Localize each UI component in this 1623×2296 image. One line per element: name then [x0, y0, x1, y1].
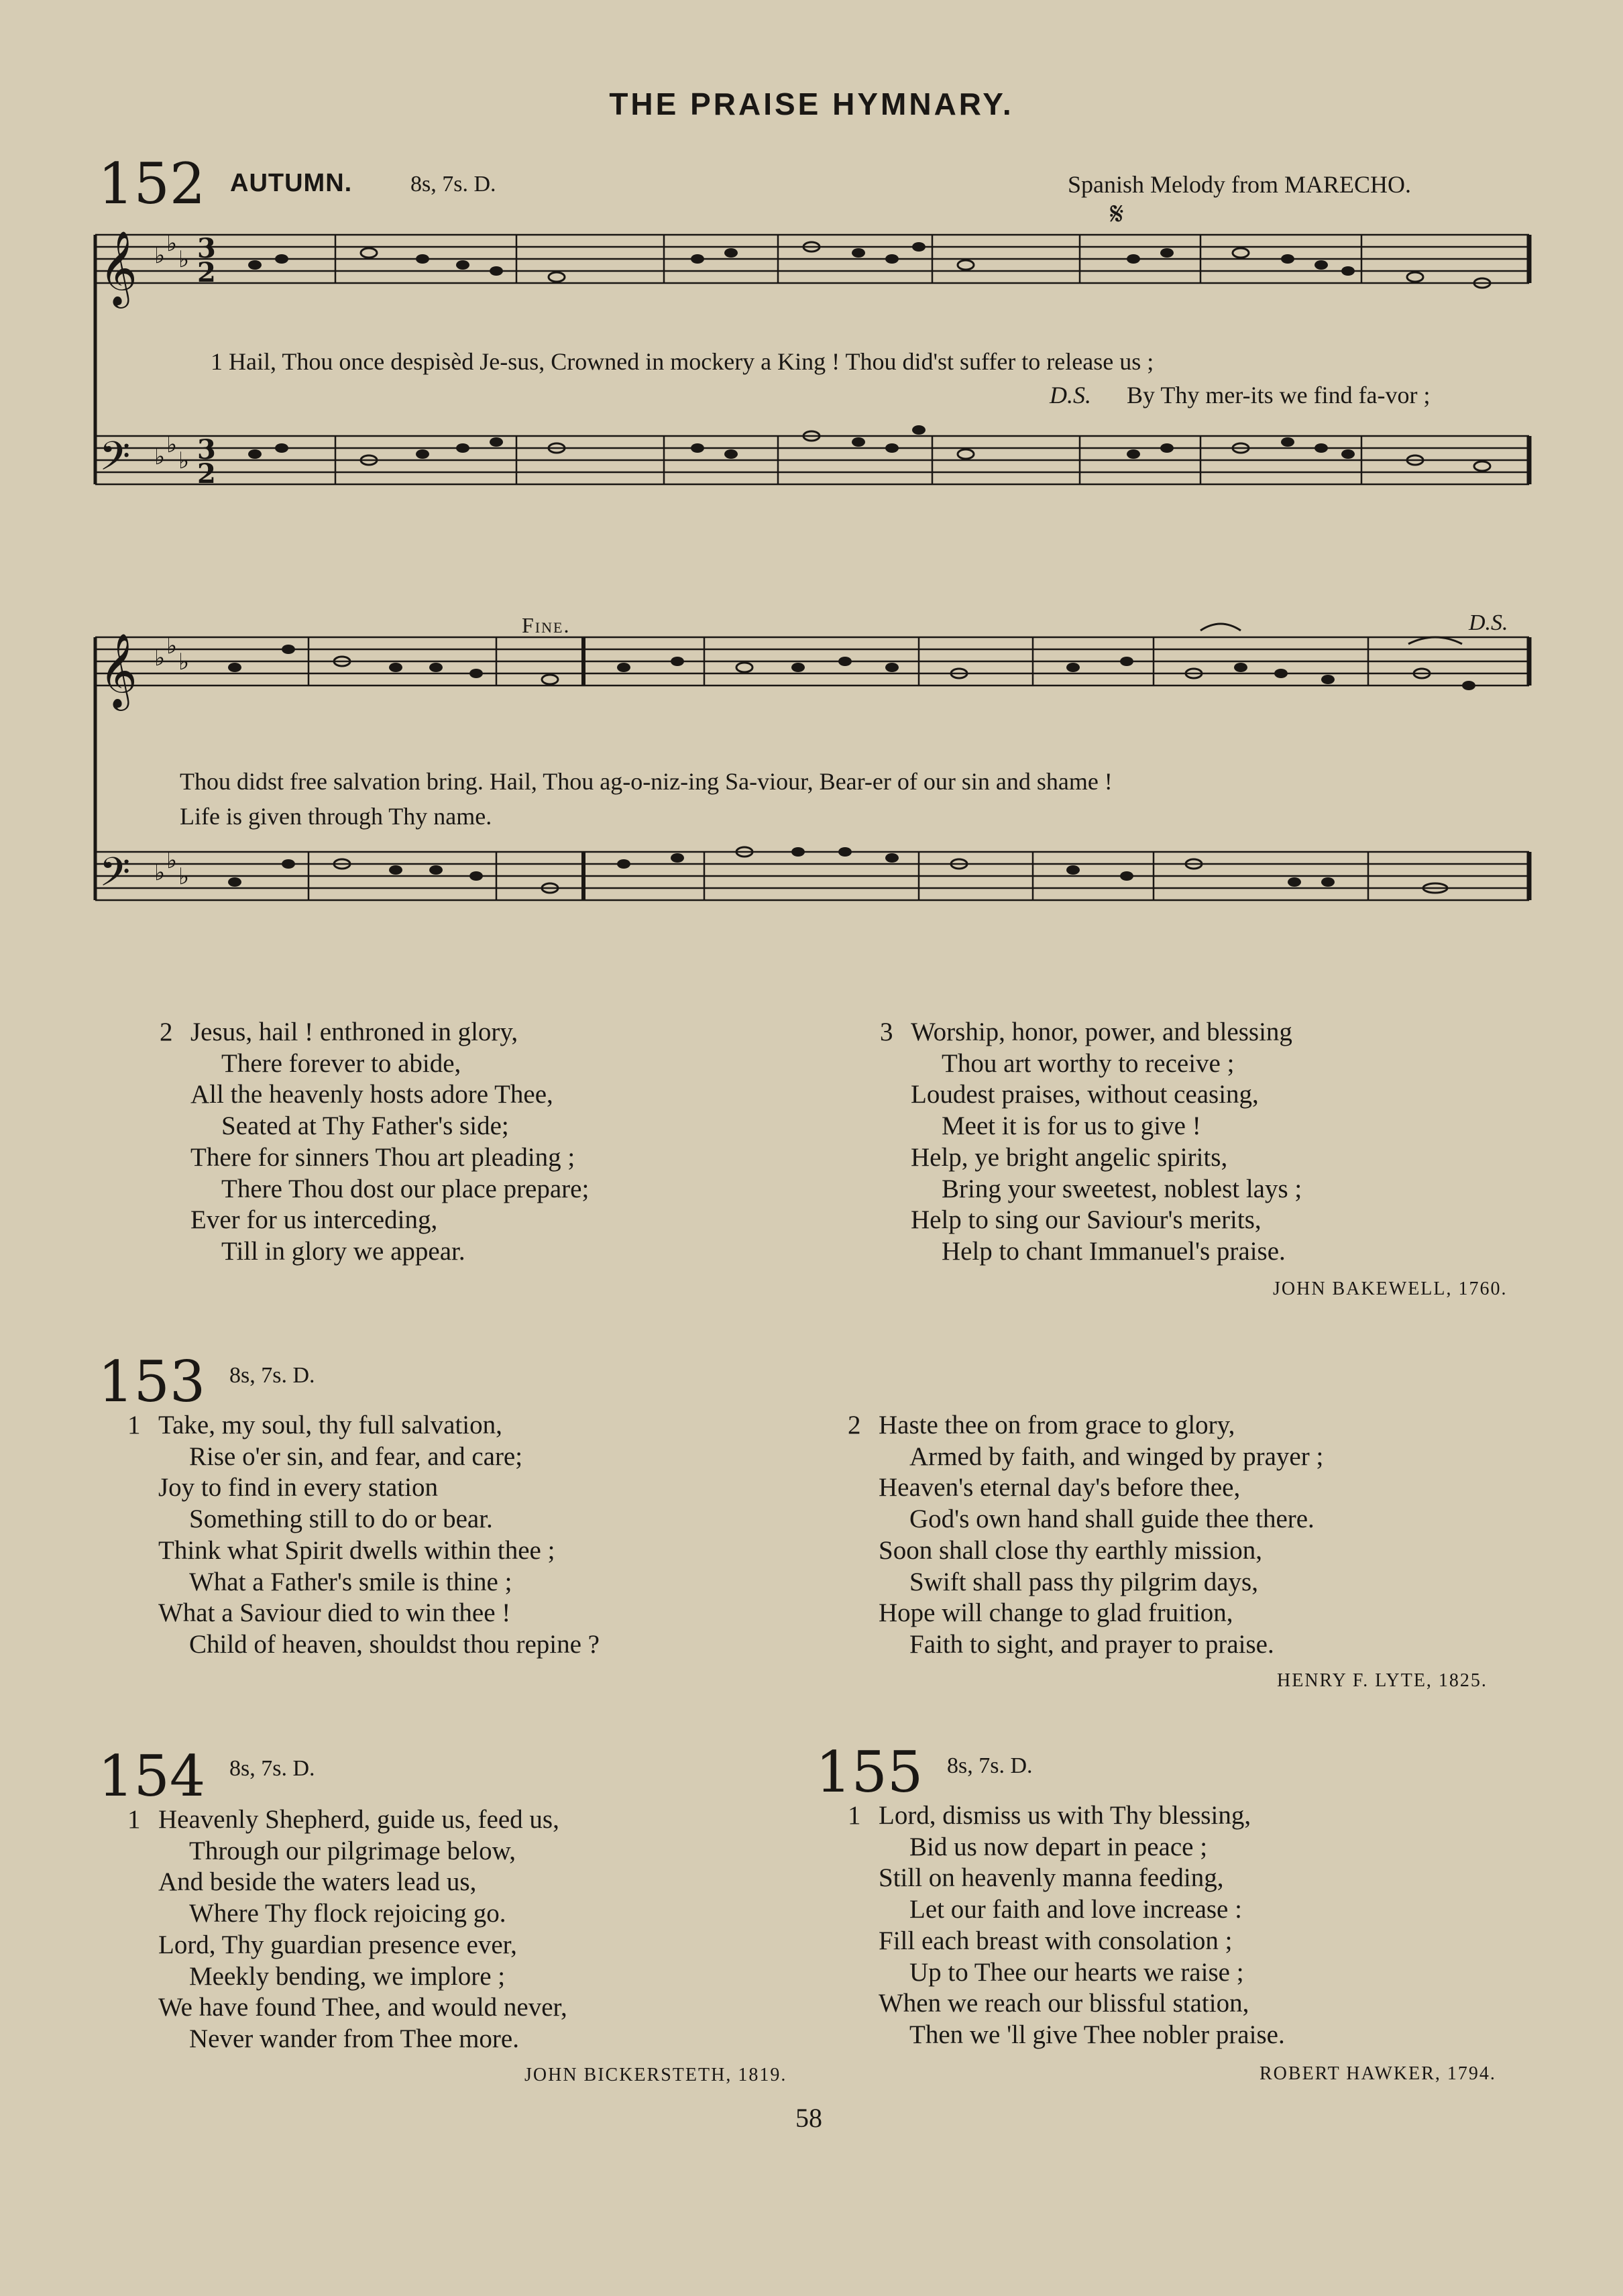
verse-line: Heavenly Shepherd, guide us, feed us,: [158, 1805, 559, 1834]
page-number: 58: [795, 2103, 822, 2133]
svg-text:♭: ♭: [178, 447, 190, 474]
hymn-154-number: 154: [98, 1743, 206, 1809]
hymn-153-number: 153: [98, 1349, 206, 1415]
verse-number: 1: [127, 1411, 141, 1439]
verse-line: Thou art worthy to receive ;: [942, 1048, 1235, 1078]
hymn-152-number: 152: [98, 151, 206, 217]
verse-line: Think what Spirit dwells within thee ;: [158, 1535, 555, 1565]
verse-line: Take, my soul, thy full salvation,: [158, 1411, 502, 1439]
lyrics-line-1: 1 Hail, Thou once despisèd Je-sus, Crowned in mockery a King ! Thou did'st suffer to release us ;: [211, 348, 1154, 375]
segno-sign: 𝄋: [1110, 197, 1124, 232]
verse-line: God's own hand shall guide thee there.: [909, 1505, 1314, 1534]
svg-text:♭: ♭: [178, 246, 190, 273]
hymn-152-tune: AUTUMN.: [230, 169, 353, 197]
hymn-152-source: Spanish Melody from MARECHO.: [1068, 171, 1411, 198]
verse-line: Joy to find in every station: [158, 1473, 439, 1502]
running-head: THE PRAISE HYMNARY.: [609, 87, 1014, 121]
verse-line: Bid us now depart in peace ;: [909, 1832, 1208, 1861]
svg-text:2: 2: [197, 458, 216, 490]
hymn-155-number: 155: [816, 1739, 924, 1805]
svg-text:♭: ♭: [154, 242, 166, 269]
verse-line: Swift shall pass thy pilgrim days,: [909, 1567, 1258, 1596]
svg-text:♭: ♭: [154, 859, 166, 886]
verse-line: Lord, dismiss us with Thy blessing,: [879, 1801, 1251, 1830]
svg-text:♭: ♭: [166, 230, 178, 257]
verse-line: Heaven's eternal day's before thee,: [879, 1473, 1241, 1502]
hymn-155-author: ROBERT HAWKER, 1794.: [1260, 2063, 1496, 2084]
verse-line: Never wander from Thee more.: [189, 2024, 519, 2053]
hymn-152-meter: 8s, 7s. D.: [410, 172, 496, 197]
verse-line: Lord, Thy guardian presence ever,: [158, 1930, 517, 1959]
verse-line: Meet it is for us to give !: [942, 1111, 1201, 1141]
verse-line: Through our pilgrimage below,: [189, 1836, 516, 1865]
svg-text:♭: ♭: [166, 847, 178, 874]
hymn-153-verse-2: [848, 1410, 1324, 1661]
fine-mark: Fine.: [522, 613, 571, 637]
verse-line: Till in glory we appear.: [221, 1236, 465, 1266]
hymn-154-author: JOHN BICKERSTETH, 1819.: [524, 2065, 787, 2085]
hymn-152-author: JOHN BAKEWELL, 1760.: [1273, 1278, 1508, 1299]
verse-line: Bring your sweetest, noblest lays ;: [942, 1174, 1302, 1203]
verse-line: Ever for us interceding,: [190, 1205, 438, 1235]
hymn-153-verse-1: [127, 1410, 600, 1661]
verse-line: Where Thy flock rejoicing go.: [189, 1899, 506, 1928]
verse-line: There for sinners Thou art pleading ;: [190, 1142, 575, 1172]
verse-line: Child of heaven, shouldst thou repine ?: [189, 1629, 600, 1659]
verse-line: Up to Thee our hearts we raise ;: [909, 1957, 1244, 1987]
verse-line: Help to sing our Saviour's merits,: [911, 1205, 1262, 1235]
lyrics-line-3: Life is given through Thy name.: [180, 803, 492, 830]
verse-line: Soon shall close thy earthly mission,: [879, 1535, 1262, 1565]
svg-text:𝄢: 𝄢: [99, 433, 131, 489]
verse-number: 1: [127, 1805, 141, 1834]
verse-number: 2: [848, 1411, 861, 1439]
verse-line: Loudest praises, without ceasing,: [911, 1080, 1259, 1109]
svg-text:♭: ♭: [178, 863, 190, 890]
lyrics-line-2: Thou didst free salvation bring. Hail, Thou ag-o-niz-ing Sa-viour, Bear-er of our sin and shame !: [180, 768, 1113, 795]
verse-line: Help, ye bright angelic spirits,: [911, 1142, 1228, 1172]
svg-text:2: 2: [197, 257, 216, 288]
hymn-154-meter: 8s, 7s. D.: [229, 1756, 315, 1781]
svg-text:♭: ♭: [166, 431, 178, 458]
verse-line: Worship, honor, power, and blessing: [911, 1018, 1292, 1046]
svg-text:♭: ♭: [166, 633, 178, 659]
hymn-154-verse-1: [127, 1804, 567, 2055]
svg-text:♭: ♭: [154, 645, 166, 671]
hymn-155-verse-1: [848, 1800, 1285, 2051]
verse-line: When we reach our blissful station,: [879, 1989, 1249, 2018]
lyrics-ds-line: By Thy mer-its we find fa-vor ;: [1127, 382, 1431, 408]
svg-text:𝄞: 𝄞: [99, 633, 137, 708]
verse-line: Let our faith and love increase :: [909, 1895, 1242, 1924]
verse-number: 2: [160, 1018, 173, 1046]
ds-end-mark: D.S.: [1469, 610, 1508, 635]
verse-line: Armed by faith, and winged by prayer ;: [909, 1441, 1324, 1471]
verse-number: 1: [848, 1801, 861, 1830]
verse-line: Jesus, hail ! enthroned in glory,: [190, 1018, 518, 1046]
verse-number: 3: [880, 1018, 893, 1046]
verse-line: Something still to do or bear.: [189, 1505, 493, 1534]
verse-line: Haste thee on from grace to glory,: [879, 1411, 1235, 1439]
hymn-153-author: HENRY F. LYTE, 1825.: [1277, 1670, 1488, 1691]
verse-line: Fill each breast with consolation ;: [879, 1926, 1233, 1955]
verse-line: Rise o'er sin, and fear, and care;: [189, 1441, 523, 1471]
verse-line: We have found Thee, and would never,: [158, 1993, 567, 2022]
verse-line: Then we 'll give Thee nobler praise.: [909, 2020, 1285, 2049]
verse-line: Hope will change to glad fruition,: [879, 1598, 1233, 1628]
hymn-152-verse-2: [160, 1017, 590, 1268]
verse-line: And beside the waters lead us,: [158, 1867, 477, 1897]
verse-line: Seated at Thy Father's side;: [221, 1111, 509, 1141]
verse-line: There Thou dost our place prepare;: [221, 1174, 590, 1203]
svg-text:♭: ♭: [178, 649, 190, 675]
hymn-153-meter: 8s, 7s. D.: [229, 1363, 315, 1388]
svg-text:♭: ♭: [154, 443, 166, 470]
verse-line: There forever to abide,: [221, 1048, 461, 1078]
hymn-155-meter: 8s, 7s. D.: [947, 1753, 1033, 1778]
ds-label: D.S.: [1050, 382, 1091, 408]
hymn-152-verse-3: [880, 1017, 1302, 1268]
svg-text:3: 3: [197, 233, 216, 264]
verse-line: What a Father's smile is thine ;: [189, 1567, 512, 1596]
verse-line: Faith to sight, and prayer to praise.: [909, 1629, 1274, 1659]
svg-text:𝄢: 𝄢: [99, 849, 131, 905]
verse-line: Meekly bending, we implore ;: [189, 1961, 506, 1991]
verse-line: Still on heavenly manna feeding,: [879, 1863, 1224, 1893]
svg-text:𝄞: 𝄞: [99, 230, 137, 305]
svg-text:3: 3: [197, 434, 216, 466]
verse-line: Help to chant Immanuel's praise.: [942, 1236, 1286, 1266]
verse-line: All the heavenly hosts adore Thee,: [190, 1080, 553, 1109]
verse-line: What a Saviour died to win thee !: [158, 1598, 511, 1628]
